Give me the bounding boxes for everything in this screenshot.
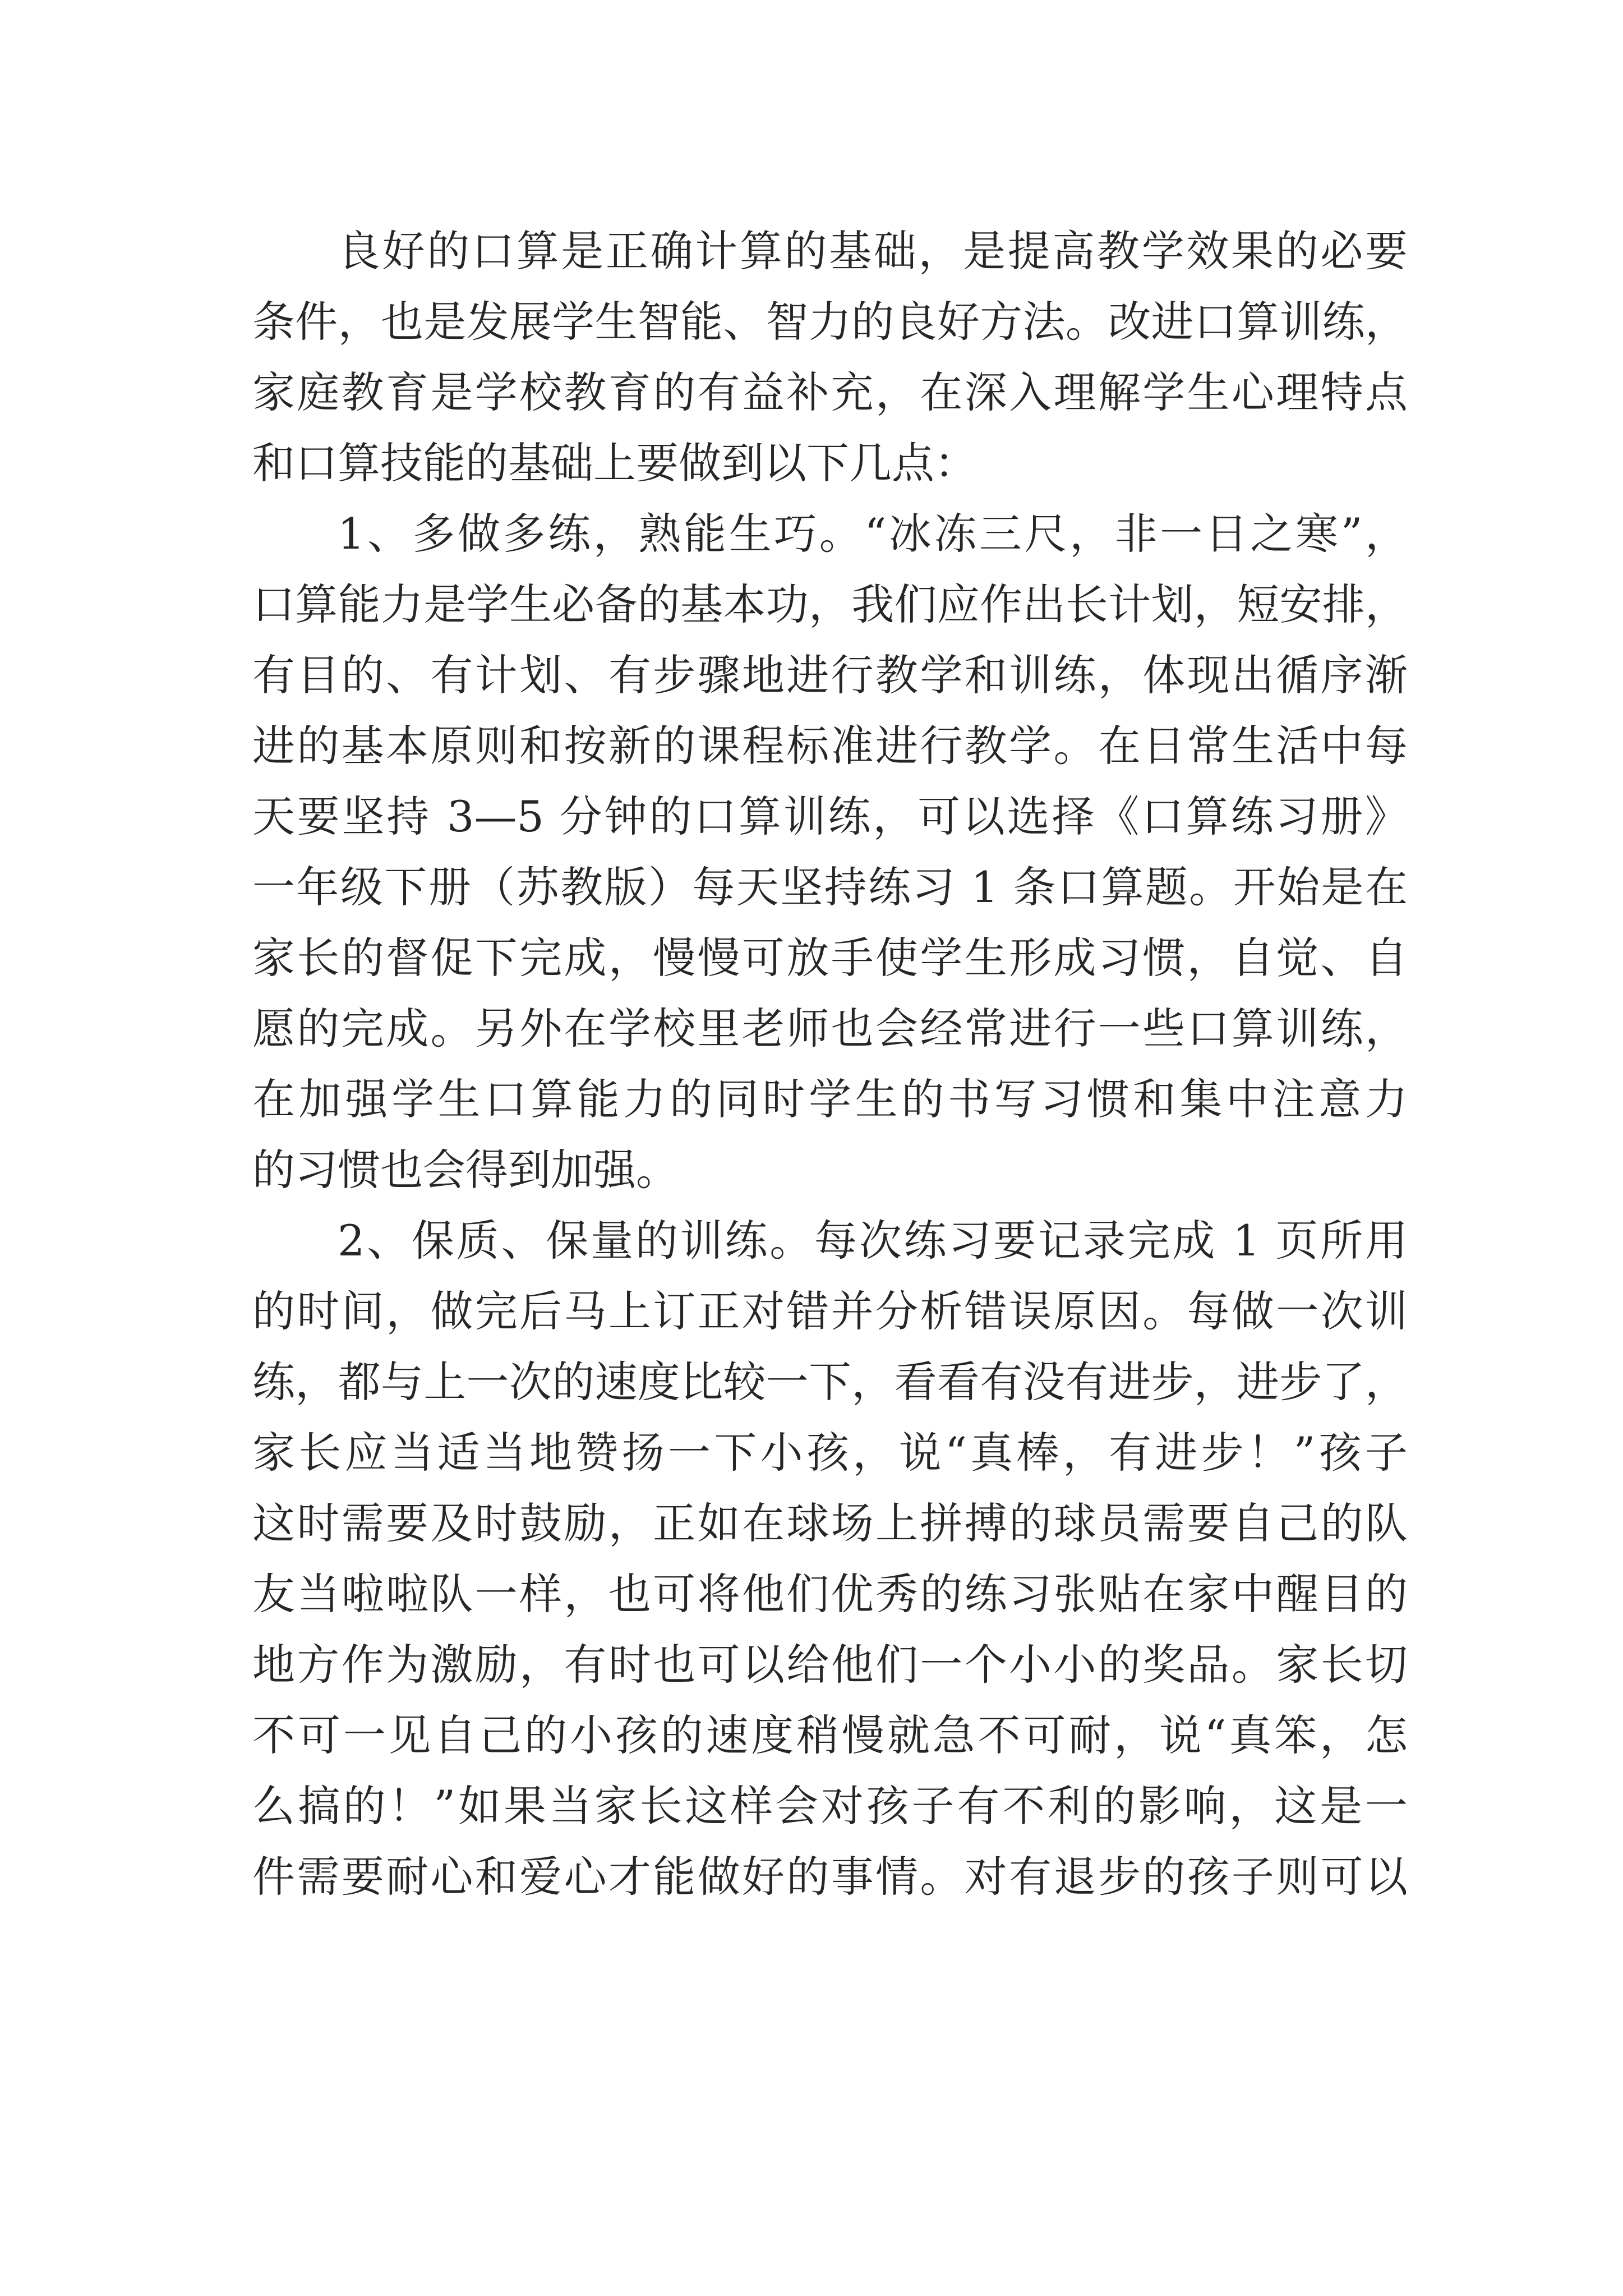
paragraph-3-line-5: 这时需要及时鼓励，正如在球场上拼搏的球员需要自己的队	[252, 1498, 1408, 1548]
paragraph-3-line-8: 不可一见自己的小孩的速度稍慢就急不可耐，说“真笨，怎	[252, 1710, 1408, 1760]
paragraph-2-line-1: 1、多做多练，熟能生巧。“冰冻三尺，非一日之寒”，	[338, 509, 1408, 559]
paragraph-2-line-5: 天要坚持 3—5 分钟的口算训练，可以选择《口算练习册》	[252, 792, 1408, 841]
paragraph-3-line-6: 友当啦啦队一样，也可将他们优秀的练习张贴在家中醒目的	[252, 1569, 1408, 1619]
paragraph-3-line-10: 件需要耐心和爱心才能做好的事情。对有退步的孩子则可以	[252, 1852, 1408, 1902]
paragraph-3-line-2: 的时间，做完后马上订正对错并分析错误原因。每做一次训	[252, 1286, 1408, 1336]
paragraph-2-line-9: 在加强学生口算能力的同时学生的书写习惯和集中注意力	[252, 1074, 1408, 1124]
paragraph-3-line-3: 练，都与上一次的速度比较一下，看看有没有进步，进步了，	[252, 1357, 1408, 1407]
paragraph-1-line-2: 条件，也是发展学生智能、智力的良好方法。改进口算训练，	[252, 297, 1408, 347]
paragraph-3-line-1: 2、保质、保量的训练。每次练习要记录完成 1 页所用	[338, 1216, 1408, 1266]
paragraph-2-line-10: 的习惯也会得到加强。	[252, 1145, 679, 1195]
paragraph-3-line-4: 家长应当适当地赞扬一下小孩，说“真棒，有进步！”孩子	[252, 1428, 1408, 1478]
paragraph-2-line-3: 有目的、有计划、有步骤地进行教学和训练，体现出循序渐	[252, 650, 1408, 700]
paragraph-1-line-1: 良好的口算是正确计算的基础，是提高教学效果的必要	[338, 226, 1408, 276]
paragraph-2-line-4: 进的基本原则和按新的课程标准进行教学。在日常生活中每	[252, 721, 1408, 771]
paragraph-1-line-4: 和口算技能的基础上要做到以下几点：	[252, 438, 977, 488]
paragraph-2-line-7: 家长的督促下完成，慢慢可放手使学生形成习惯，自觉、自	[252, 933, 1408, 983]
paragraph-1-line-3: 家庭教育是学校教育的有益补充，在深入理解学生心理特点	[252, 367, 1408, 417]
paragraph-3-line-7: 地方作为激励，有时也可以给他们一个小小的奖品。家长切	[252, 1640, 1408, 1690]
paragraph-3-line-9: 么搞的！”如果当家长这样会对孩子有不利的影响，这是一	[252, 1781, 1408, 1831]
paragraph-2-line-2: 口算能力是学生必备的基本功，我们应作出长计划，短安排，	[252, 579, 1408, 629]
paragraph-2-line-8: 愿的完成。另外在学校里老师也会经常进行一些口算训练，	[252, 1004, 1408, 1053]
paragraph-2-line-6: 一年级下册（苏教版）每天坚持练习 1 条口算题。开始是在	[252, 862, 1408, 912]
document-body	[252, 216, 1408, 1912]
